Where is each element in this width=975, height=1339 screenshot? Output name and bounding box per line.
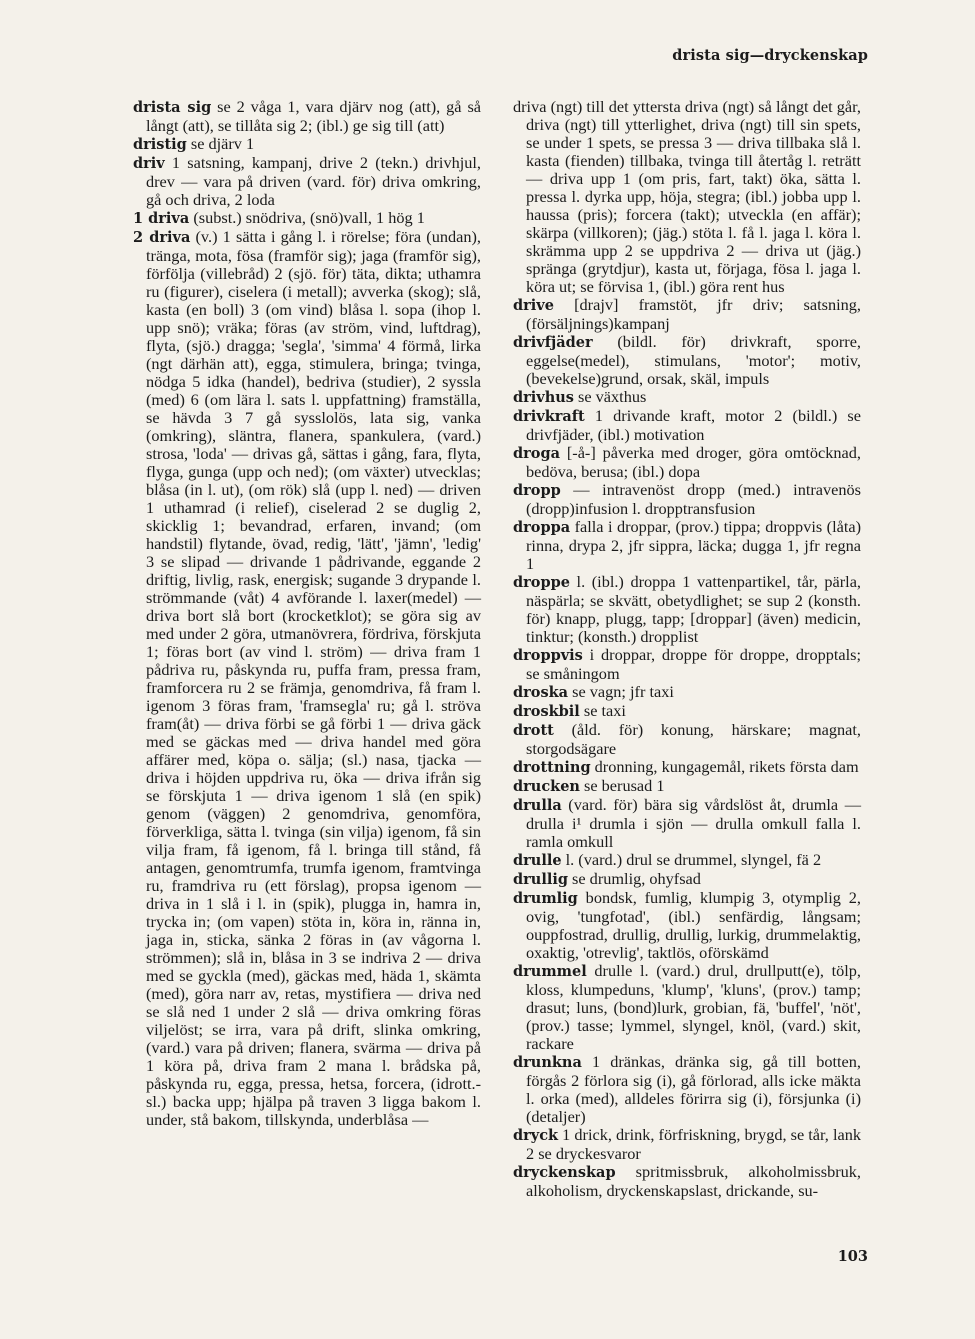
entry-text: bondsk, fumlig, klumpig 3, otymplig 2, ovig, 'tungfotad', (ibl.) senfärdig, långsam; ouppfostrad, drullig, drullig, lurkig, drummelaktig, oxaktig, 'otrevlig', taktlös, oförskämd [526, 888, 861, 962]
entry-headword: drivkraft [513, 408, 585, 425]
page-number: 103 [837, 1248, 868, 1265]
dictionary-entry [513, 796, 861, 851]
dictionary-entry [513, 646, 861, 683]
entry-text: 1 satsning, kampanj, drive 2 (tekn.) drivhjul, drev — vara på driven (vard. för) driva omkring, gå och driva, 2 loda [146, 153, 481, 209]
entry-headword: driv [133, 155, 165, 172]
dictionary-entry [513, 518, 861, 573]
entry-headword: drivfjäder [513, 334, 593, 351]
entry-headword: drullig [513, 871, 568, 888]
dictionary-entry [513, 758, 861, 777]
entry-headword: dryck [513, 1127, 559, 1144]
entry-text: falla i droppar, (prov.) tippa; droppvis (låta) rinna, drypa 2, jfr sippra, läcka; dugga 1, jfr regna 1 [526, 517, 861, 573]
dictionary-entry [513, 962, 861, 1053]
dictionary-entry [513, 870, 861, 889]
entry-text: se drumlig, ohyfsad [567, 869, 701, 888]
entry-text: se berusad 1 [579, 776, 665, 795]
dictionary-entry [513, 407, 861, 444]
dictionary-entry [133, 228, 481, 1129]
left-column [133, 98, 481, 1129]
entry-headword: droska [513, 684, 569, 701]
entry-text: 1 drick, drink, förfriskning, brygd, se tår, lank 2 se dryckesvaror [526, 1125, 861, 1163]
dictionary-entry [513, 296, 861, 333]
entry-text: (vard. för) bära sig vårdslöst åt, drumla — drulla i¹ drumla i sjön — drulla omkull falla l. ramla omkull [526, 795, 861, 851]
entry-text: i droppar, droppe för droppe, dropptals; se småningom [526, 645, 861, 683]
entry-headword: drummel [513, 963, 587, 980]
entry-text: driva (ngt) till det yttersta driva (ngt) så långt det går, driva (ngt) till ytterlighet, driva (ngt) till sin spets, se under 1 spets, se pressa 3 — driva tillbaka slå l. kasta (fienden) tillbaka, tvinga till återtåg l. reträtt — driva upp 1 (om pris, fart, takt) öka, sätta l. pressa l. dyrka upp, höja, stegra; (ibl.) jobba upp l. haussa (pris); forcera (takt); utveckla (en affär); skärpa (villkoren); (jäg.) stöta l. få l. jaga l. köra l. skrämma upp 2 se uppdriva 2 — driva ut (jäg.) spränga (grytdjur), kasta ut, förjaga, fösa l. jaga l. köra ut; se förvisa 1, (ibl.) göra rent hus [513, 97, 861, 296]
dictionary-entry [513, 683, 861, 702]
entry-headword: droppe [513, 574, 570, 591]
entry-headword: dropp [513, 482, 561, 499]
dictionary-entry [513, 777, 861, 796]
dictionary-entry [133, 135, 481, 154]
dictionary-entry [133, 154, 481, 209]
entry-text: [drajv] framstöt, jfr driv; satsning, (försäljnings)kampanj [526, 295, 861, 333]
entry-headword: drumlig [513, 890, 578, 907]
entry-text: se djärv 1 [186, 134, 255, 153]
entry-headword: 1 driva [133, 210, 190, 227]
dictionary-entry [513, 481, 861, 518]
dictionary-entry [513, 721, 861, 758]
dictionary-entry [513, 573, 861, 646]
dictionary-entry [513, 1053, 861, 1126]
entry-text: drulle l. (vard.) drul, drullputt(e), tölp, kloss, klumpeduns, 'klump', 'kluns', (prov.) tamp; drasut; luns, (bond)lurk, grobian, fä, 'buffel', 'nöt', (prov.) tasse; lymmel, slyngel, knöl, (vard.) skit, rackare [526, 961, 861, 1053]
entry-text: spritmissbruk, alkoholmissbruk, alkoholism, dryckenskapslast, drickande, su- [526, 1162, 861, 1200]
dictionary-entry [513, 333, 861, 388]
entry-headword: droppvis [513, 647, 583, 664]
entry-text: (bildl. för) drivkraft, sporre, eggelse(medel), stimulans, 'motor'; motiv, (bevekelse)grund, orsak, skäl, impuls [526, 332, 861, 388]
entry-headword: drulle [513, 852, 562, 869]
entry-headword: drista sig [133, 99, 212, 116]
right-column [513, 98, 861, 1200]
entry-text: se taxi [579, 701, 626, 720]
dictionary-entry [513, 388, 861, 407]
entry-headword: drivhus [513, 389, 574, 406]
dictionary-entry [513, 1163, 861, 1200]
entry-headword: droskbil [513, 703, 580, 720]
entry-text: 1 dränkas, dränka sig, gå till botten, förgås 2 förlora sig (i), gå förlorad, alls icke mäkta l. orka (med), alldeles förirra sig (i), försjunka (i) (detaljer) [526, 1052, 861, 1126]
entry-headword: drive [513, 297, 554, 314]
entry-text: dronning, kungagemål, rikets första dam [590, 757, 859, 776]
entry-headword: dristig [133, 136, 187, 153]
entry-headword: drucken [513, 778, 580, 795]
entry-headword: droga [513, 445, 560, 462]
dictionary-entry [513, 851, 861, 870]
dictionary-entry [133, 209, 481, 228]
entry-text: (subst.) snödriva, (snö)vall, 1 hög 1 [189, 208, 425, 227]
entry-text: — intravenöst dropp (med.) intravenös (dropp)infusion l. dropptransfusion [526, 480, 861, 518]
entry-headword: drottning [513, 759, 591, 776]
entry-text: se vagn; jfr taxi [568, 682, 674, 701]
entry-headword: 2 driva [133, 229, 191, 246]
dictionary-entry [513, 98, 861, 296]
dictionary-entry [513, 702, 861, 721]
dictionary-entry [513, 1126, 861, 1163]
entry-headword: dryckenskap [513, 1164, 616, 1181]
entry-text: l. (vard.) drul se drummel, slyngel, fä 2 [561, 850, 822, 869]
entry-headword: drulla [513, 797, 562, 814]
entry-text: se 2 våga 1, vara djärv nog (att), gå så långt (att), se tillåta sig 2; (ibl.) ge sig till (att) [146, 97, 482, 135]
entry-headword: drott [513, 722, 554, 739]
entry-text: (åld. för) konung, härskare; magnat, storgodsägare [526, 720, 861, 758]
entry-text: 1 drivande kraft, motor 2 (bildl.) se drivfjäder, (ibl.) motivation [526, 406, 861, 444]
entry-text: se växthus [573, 387, 647, 406]
entry-text: (v.) 1 sätta i gång l. i rörelse; föra (undan), tränga, mota, fösa (framför sig); jaga (framför sig), förfölja (villebråd) 2 (sjö. för) täta, dikta; uthamra ru (figurer), ciselera (i metall); avverka (skog); slå, kasta (en boll) 3 (om vind) blåsa l. sopa (ihop l. upp snö); vräka; föras (av ström, vind, luftdrag), flyta, (sjö.) dragga; 'segla', 'simma' 4 förmå, lirka (ngt därhän att), egga, stimulera, bringa; tvinga, nödga 5 idka (handel), bedriva (studier), 2 syssla (med) 6 (om lära l. sats l. uppfattning) framställa, se hävda 3 7 gå sysslolös, lata sig, vanka (omkring), släntra, flanera, spankulera, (vard.) strosa, 'loda' — drivas gå, sättas i gång, fara, flyta, flyga, gunga (upp och ned); (om växter) utvecklas; blåsa (in l. ut), (om rök) slå (upp l. ned) — driven 1 uthamrad (i relief), ciselerad 2 se duglig 2, skicklig 1; bevandrad, erfaren, invand; (om handstil) flytande, övad, redig, 'lätt', 'jämn', 'ledig' 3 se slipad — drivande 1 pådrivande, eggande 2 driftig, livlig, rask, energisk; sugande 3 drypande l. strömmande (våt) 4 avförande l. laxer(medel) — driva bort slå bort (krocketklot); se göra sig av med under 2 göra, utmanövrera, fördriva, förskjuta 1; föras bort (av vind l. ström) — driva fram 1 pådriva ru, påskynda ru, puffa fram, pressa fram, framforcera ru 2 se främja, genomdriva, få fram l. igenom 3 föras fram, 'framsegla' ru; gå l. ströva fram(åt) — driva förbi se gå förbi 1 — driva gäck med se gäckas med — driva handel med göra affärer med, köpa o. sälja; (sl.) nasa, tjacka — driva i höjden uppdriva ru, öka — driva ifrån sig se förskjuta 1 — driva igenom 1 slå (en spik) genom (väggen) 2 genomdriva, genomföra, förverkliga, sätta l. tvinga (sin vilja) igenom, få sin vilja fram, få igenom, få l. bringa till stånd, få antagen, genomtrumfa, trumfa igenom, framtvinga ru, framdriva ru (ett förslag), propsa igenom — driva in 1 slå i l. in (spik), plugga in, hamra in, trycka in; (om vapen) stöta in, köra in, ränna in, jaga in, sticka, sänka 2 föras in (av vågorna l. strömmen); slå in, blåsa in 3 se indriva 2 — driva med se gyckla (med), gäckas med, häda 1, skämta (med), göra narr av, retas, mystifiera — driva ned se slå ned 1 under 2 slå — driva omkring föras viljelöst; se irra, vara på drift, slinka omkring, (vard.) vara på driven; flanera, svärma — driva på 1 köra på, driva fram 2 mana l. brådska på, påskynda ru, egga, pressa, hetsa, forcera, (idrott.-sl.) backa upp; hjälpa på traven 3 ligga bakom l. under, stå bakom, tillskynda, underblåsa — [146, 227, 481, 1129]
dictionary-entry [513, 889, 861, 962]
running-head: drista sig—dryckenskap [672, 47, 868, 64]
dictionary-entry [133, 98, 481, 135]
entry-text: [-å-] påverka med droger, göra omtöcknad, bedöva, berusa; (ibl.) dopa [526, 443, 861, 481]
entry-headword: drunkna [513, 1054, 582, 1071]
dictionary-entry [513, 444, 861, 481]
entry-headword: droppa [513, 519, 571, 536]
entry-text: l. (ibl.) droppa 1 vattenpartikel, tår, pärla, näspärla; se skvätt, obetydlighet; se sup 2 (konsth. för) knapp, plugg, tapp; [droppar] (även) medicin, tinktur; (konsth.) dropplist [526, 572, 861, 646]
